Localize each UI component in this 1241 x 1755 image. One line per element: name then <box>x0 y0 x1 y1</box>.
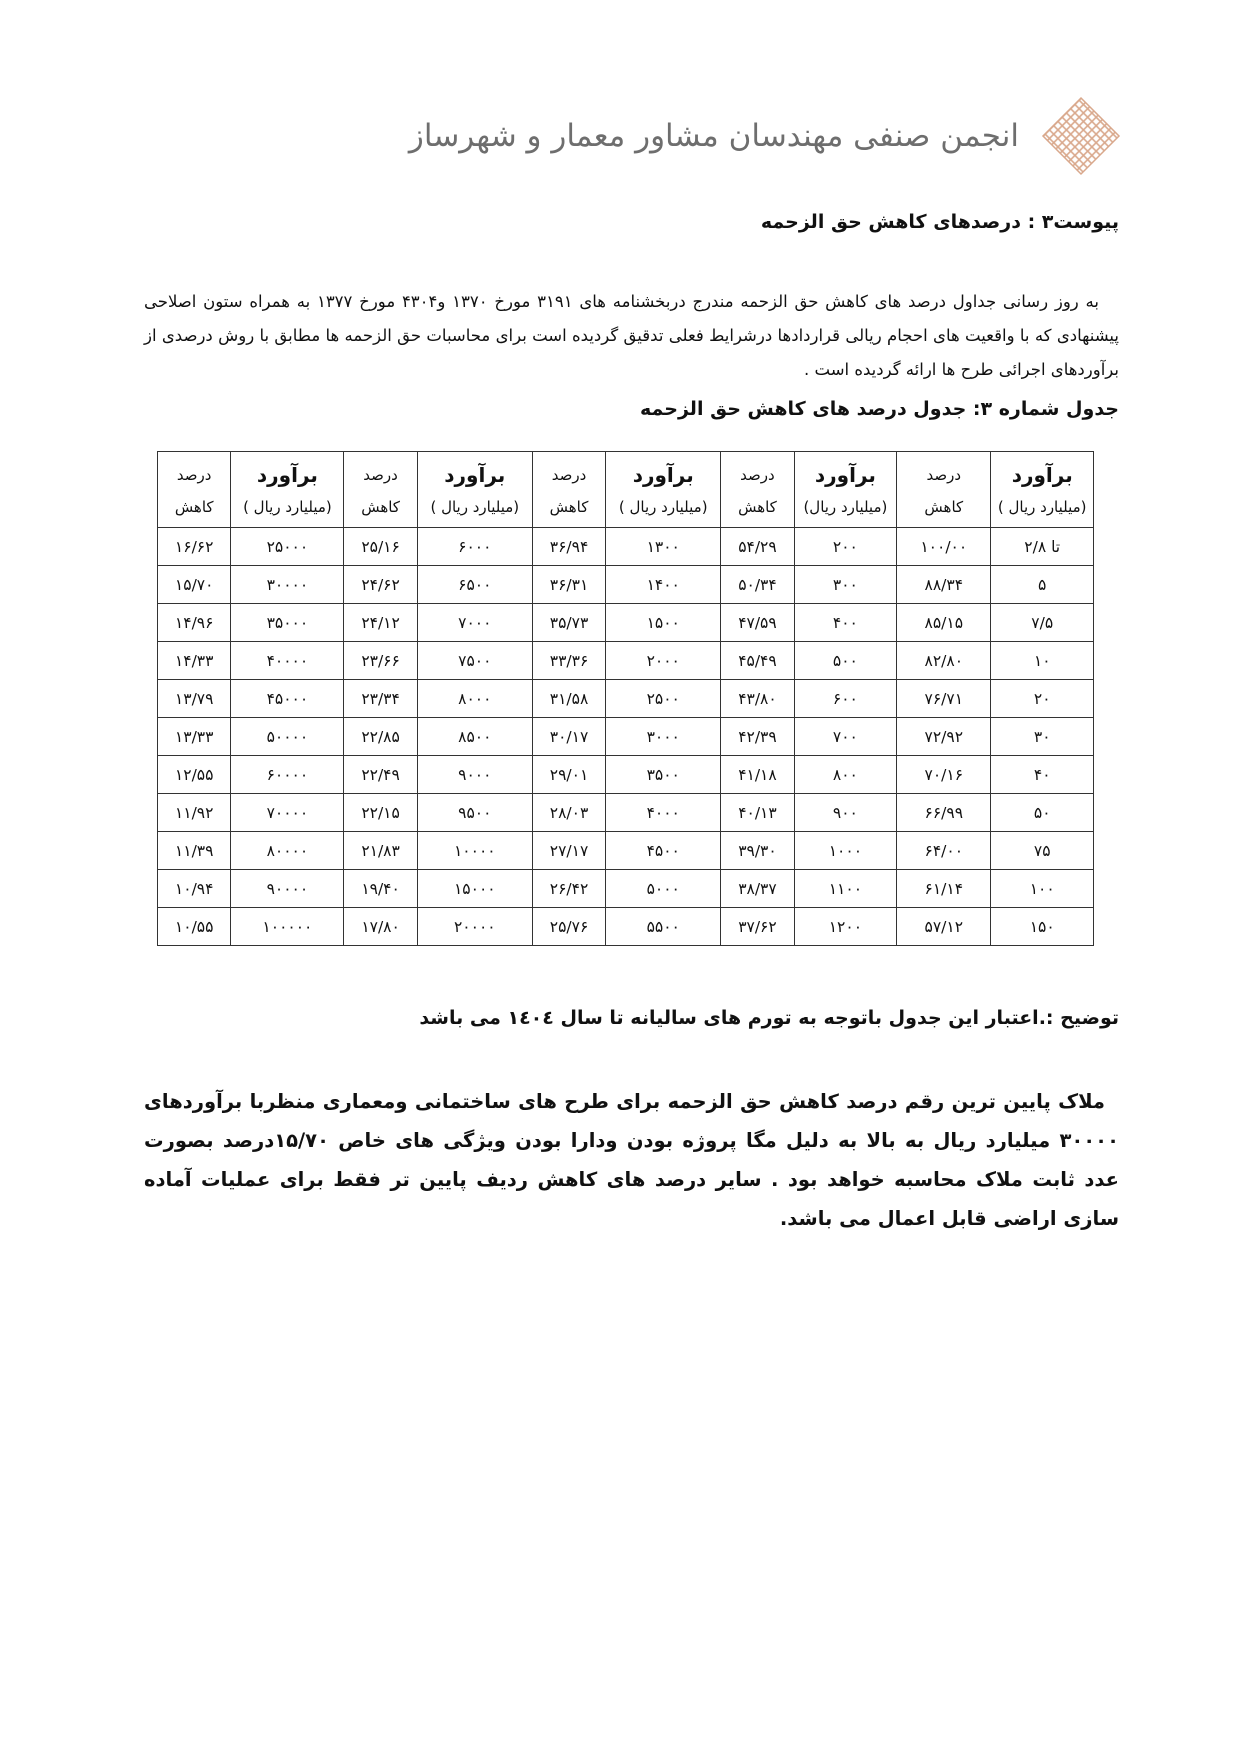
estimate-cell: ۳۰۰۰۰ <box>231 566 344 604</box>
reduction-pct-cell: ۸۵/۱۵ <box>897 604 991 642</box>
table-header-row <box>158 452 1094 528</box>
reduction-pct-cell: ۳۰/۱۷ <box>532 718 605 756</box>
fee-reduction-table <box>157 451 1094 946</box>
estimate-cell: ۱۵۰۰ <box>606 604 721 642</box>
reduction-pct-cell: ۲۵/۱۶ <box>344 528 417 566</box>
reduction-pct-cell: ۲۵/۷۶ <box>532 908 605 946</box>
reduction-pct-cell: ۲۳/۳۴ <box>344 680 417 718</box>
table-row <box>158 908 1094 946</box>
estimate-cell: ۱۴۰۰ <box>606 566 721 604</box>
reduction-pct-cell: ۵۰/۳۴ <box>721 566 794 604</box>
appendix-title: پیوست۳ : درصدهای کاهش حق الزحمه <box>760 211 1119 233</box>
reduction-pct-cell: ۱۵/۷۰ <box>158 566 231 604</box>
reduction-pct-cell: ۷۰/۱۶ <box>897 756 991 794</box>
reduction-pct-cell: ۳۵/۷۳ <box>532 604 605 642</box>
reduction-pct-cell: ۲۴/۱۲ <box>344 604 417 642</box>
reduction-pct-cell: ۴۷/۵۹ <box>721 604 794 642</box>
estimate-cell: ۱۱۰۰ <box>794 870 897 908</box>
criteria-note <box>144 1082 1119 1238</box>
estimate-cell: ۱۳۰۰ <box>606 528 721 566</box>
reduction-pct-cell: ۱۴/۳۳ <box>158 642 231 680</box>
estimate-cell: ۲۵۰۰ <box>606 680 721 718</box>
estimate-cell: ۷۰۰۰۰ <box>231 794 344 832</box>
estimate-cell: ۵ <box>991 566 1094 604</box>
reduction-pct-cell: ۲۲/۱۵ <box>344 794 417 832</box>
reduction-pct-cell: ۳۷/۶۲ <box>721 908 794 946</box>
header-reduction-pct: درصد کاهش <box>721 452 794 528</box>
reduction-pct-cell: ۱۰۰/۰۰ <box>897 528 991 566</box>
estimate-cell: ۴۰ <box>991 756 1094 794</box>
reduction-pct-cell: ۵۴/۲۹ <box>721 528 794 566</box>
reduction-pct-cell: ۱۰/۵۵ <box>158 908 231 946</box>
header-reduction-pct: درصد کاهش <box>158 452 231 528</box>
estimate-cell: ۵۰ <box>991 794 1094 832</box>
header-reduction-pct: درصد کاهش <box>344 452 417 528</box>
estimate-cell: ۱۵۰۰۰ <box>417 870 532 908</box>
reduction-pct-cell: ۴۰/۱۳ <box>721 794 794 832</box>
table-row <box>158 680 1094 718</box>
estimate-cell: ۴۵۰۰۰ <box>231 680 344 718</box>
reduction-pct-cell: ۱۱/۳۹ <box>158 832 231 870</box>
reduction-pct-cell: ۴۳/۸۰ <box>721 680 794 718</box>
reduction-pct-cell: ۱۹/۴۰ <box>344 870 417 908</box>
estimate-cell: ۱۰۰۰ <box>794 832 897 870</box>
table-row <box>158 718 1094 756</box>
estimate-cell: ۷۵ <box>991 832 1094 870</box>
table-row <box>158 870 1094 908</box>
estimate-cell: ۳۵۰۰ <box>606 756 721 794</box>
table-row <box>158 528 1094 566</box>
reduction-pct-cell: ۶۱/۱۴ <box>897 870 991 908</box>
estimate-cell: ۷۰۰۰ <box>417 604 532 642</box>
estimate-cell: ۸۰۰۰ <box>417 680 532 718</box>
estimate-cell: ۶۰۰۰ <box>417 528 532 566</box>
reduction-pct-cell: ۳۸/۳۷ <box>721 870 794 908</box>
estimate-cell: ۶۰۰ <box>794 680 897 718</box>
estimate-cell: ۱۰۰ <box>991 870 1094 908</box>
reduction-pct-cell: ۵۷/۱۲ <box>897 908 991 946</box>
table-row <box>158 642 1094 680</box>
estimate-cell: ۵۰۰۰۰ <box>231 718 344 756</box>
table-row <box>158 566 1094 604</box>
estimate-cell: ۱۰ <box>991 642 1094 680</box>
estimate-cell: ۲۰۰۰۰ <box>417 908 532 946</box>
estimate-cell: ۱۲۰۰ <box>794 908 897 946</box>
reduction-pct-cell: ۴۲/۳۹ <box>721 718 794 756</box>
intro-text: به روز رسانی جداول درصد های کاهش حق الزحمه مندرج دربخشنامه های ۳۱۹۱ مورخ ۱۳۷۰ و۴۳۰۴ مورخ ۱۳۷۷ به همراه ستون اصلاحی پیشنهادی که با واقعیت های احجام ریالی قراردادها درشرایط فعلی تدقیق گردیده است برای محاسبات حق الزحمه ها مطابق با روش درصدی از برآوردهای اجرائی طرح ها ارائه گردیده است . <box>144 291 1119 379</box>
reduction-pct-cell: ۲۹/۰۱ <box>532 756 605 794</box>
reduction-pct-cell: ۴۱/۱۸ <box>721 756 794 794</box>
reduction-pct-cell: ۸۲/۸۰ <box>897 642 991 680</box>
estimate-cell: ۳۰۰۰ <box>606 718 721 756</box>
estimate-cell: ۳۰ <box>991 718 1094 756</box>
estimate-cell: ۷۰۰ <box>794 718 897 756</box>
estimate-cell: ۸۰۰ <box>794 756 897 794</box>
estimate-cell: ۸۰۰۰۰ <box>231 832 344 870</box>
estimate-cell: ۳۵۰۰۰ <box>231 604 344 642</box>
reduction-pct-cell: ۲۸/۰۳ <box>532 794 605 832</box>
header-estimate: برآورد (میلیارد ریال ) <box>417 452 532 528</box>
reduction-pct-cell: ۷۲/۹۲ <box>897 718 991 756</box>
estimate-cell: ۶۵۰۰ <box>417 566 532 604</box>
header-reduction-pct: درصد کاهش <box>897 452 991 528</box>
reduction-pct-cell: ۸۸/۳۴ <box>897 566 991 604</box>
reduction-pct-cell: ۲۴/۶۲ <box>344 566 417 604</box>
header-estimate: برآورد (میلیارد ریال ) <box>231 452 344 528</box>
estimate-cell: ۱۰۰۰۰ <box>417 832 532 870</box>
reduction-pct-cell: ۱۷/۸۰ <box>344 908 417 946</box>
reduction-pct-cell: ۲۳/۶۶ <box>344 642 417 680</box>
table-row <box>158 832 1094 870</box>
estimate-cell: تا ۲/۸ <box>991 528 1094 566</box>
header-estimate: برآورد (میلیارد ریال) <box>794 452 897 528</box>
estimate-cell: ۵۰۰۰ <box>606 870 721 908</box>
header-estimate: برآورد (میلیارد ریال ) <box>991 452 1094 528</box>
reduction-pct-cell: ۴۵/۴۹ <box>721 642 794 680</box>
reduction-pct-cell: ۳۹/۳۰ <box>721 832 794 870</box>
reduction-pct-cell: ۷۶/۷۱ <box>897 680 991 718</box>
reduction-pct-cell: ۱۰/۹۴ <box>158 870 231 908</box>
reduction-pct-cell: ۱۱/۹۲ <box>158 794 231 832</box>
validity-note: توضیح :.اعتبار این جدول باتوجه به تورم های سالیانه تا سال ۱٤۰٤ می باشد <box>419 1007 1119 1029</box>
header-reduction-pct: درصد کاهش <box>532 452 605 528</box>
estimate-cell: ۴۵۰۰ <box>606 832 721 870</box>
reduction-pct-cell: ۶۴/۰۰ <box>897 832 991 870</box>
diamond-grid-logo-icon <box>1041 96 1121 176</box>
reduction-pct-cell: ۱۴/۹۶ <box>158 604 231 642</box>
estimate-cell: ۱۵۰ <box>991 908 1094 946</box>
reduction-pct-cell: ۲۲/۸۵ <box>344 718 417 756</box>
reduction-pct-cell: ۱۲/۵۵ <box>158 756 231 794</box>
reduction-pct-cell: ۳۳/۳۶ <box>532 642 605 680</box>
estimate-cell: ۲۰۰۰ <box>606 642 721 680</box>
estimate-cell: ۲۵۰۰۰ <box>231 528 344 566</box>
reduction-pct-cell: ۳۶/۹۴ <box>532 528 605 566</box>
organization-name: انجمن صنفی مهندسان مشاور معمار و شهرساز <box>408 118 1019 154</box>
table-body <box>158 528 1094 946</box>
estimate-cell: ۷۵۰۰ <box>417 642 532 680</box>
table-caption: جدول شماره ۳: جدول درصد های کاهش حق الزحمه <box>640 398 1119 420</box>
estimate-cell: ۵۵۰۰ <box>606 908 721 946</box>
reduction-pct-cell: ۲۲/۴۹ <box>344 756 417 794</box>
estimate-cell: ۹۰۰ <box>794 794 897 832</box>
reduction-pct-cell: ۳۱/۵۸ <box>532 680 605 718</box>
intro-paragraph <box>144 285 1119 387</box>
estimate-cell: ۹۰۰۰ <box>417 756 532 794</box>
estimate-cell: ۲۰ <box>991 680 1094 718</box>
header-estimate: برآورد (میلیارد ریال ) <box>606 452 721 528</box>
estimate-cell: ۸۵۰۰ <box>417 718 532 756</box>
criteria-text: ملاک پایین ترین رقم درصد کاهش حق الزحمه برای طرح های ساختمانی ومعماری منظربا برآوردهای ۳۰۰۰۰ میلیارد ریال به بالا به دلیل مگا پروژه بودن ودارا بودن ویژگی های خاص ۱۵/۷۰درصد بصورت عدد ثابت ملاک محاسبه خواهد بود . سایر درصد های کاهش ردیف پایین تر فقط برای عملیات آماده سازی اراضی قابل اعمال می باشد. <box>144 1089 1119 1230</box>
estimate-cell: ۶۰۰۰۰ <box>231 756 344 794</box>
reduction-pct-cell: ۱۳/۳۳ <box>158 718 231 756</box>
reduction-pct-cell: ۲۱/۸۳ <box>344 832 417 870</box>
estimate-cell: ۴۰۰۰ <box>606 794 721 832</box>
estimate-cell: ۴۰۰ <box>794 604 897 642</box>
reduction-pct-cell: ۱۳/۷۹ <box>158 680 231 718</box>
table-row <box>158 756 1094 794</box>
table-row <box>158 794 1094 832</box>
estimate-cell: ۹۰۰۰۰ <box>231 870 344 908</box>
reduction-pct-cell: ۱۶/۶۲ <box>158 528 231 566</box>
estimate-cell: ۳۰۰ <box>794 566 897 604</box>
estimate-cell: ۱۰۰۰۰۰ <box>231 908 344 946</box>
estimate-cell: ۷/۵ <box>991 604 1094 642</box>
reduction-pct-cell: ۲۶/۴۲ <box>532 870 605 908</box>
table-row <box>158 604 1094 642</box>
estimate-cell: ۹۵۰۰ <box>417 794 532 832</box>
reduction-pct-cell: ۲۷/۱۷ <box>532 832 605 870</box>
estimate-cell: ۴۰۰۰۰ <box>231 642 344 680</box>
estimate-cell: ۵۰۰ <box>794 642 897 680</box>
letterhead <box>408 96 1121 178</box>
reduction-pct-cell: ۶۶/۹۹ <box>897 794 991 832</box>
reduction-pct-cell: ۳۶/۳۱ <box>532 566 605 604</box>
estimate-cell: ۲۰۰ <box>794 528 897 566</box>
